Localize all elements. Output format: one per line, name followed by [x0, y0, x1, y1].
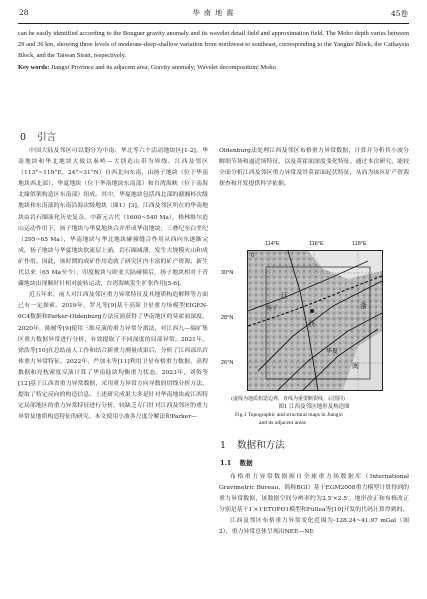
english-abstract: [18, 28, 409, 73]
keywords-text: Jiangxi Province and its adjacent area; Gravity anomaly; Wavelet decomposition; Moho: [51, 63, 276, 71]
tick-top-2: 116°E: [309, 241, 324, 247]
journal-title: 华 南 地 震: [192, 9, 235, 17]
right-column-bottom: [219, 472, 409, 539]
volume-label: 45卷: [390, 9, 408, 18]
figure-note: (虚线为地质构造边界，直线为重要断裂线，后图同): [231, 396, 345, 402]
right-column-top: [219, 146, 409, 190]
intro-paragraph-3: Oldenburg法处理江西及邻区布格重力异常数据，计算并分析其小波分解细节场和逼近场特征，以及莫霍面深度变化特征。通过本次研究，能较全面分析江西及邻区重力异常及其莫霍面起伏特征，从而为该区矿产资源探查和开发提供科学依据。: [219, 148, 409, 188]
section-title: 数据和方法: [237, 440, 285, 451]
intro-paragraph-1: 中国大陆及邻区可以划分为中南、华北等六个活动地块区[1-2]。华南地块和华北地块大致以秦岭—大别造山带为界线。江西及邻区（113°~119°E，24°~31°N）自西北向东南，由扬子地块（位于华南地块西北部）、华夏地块（位于华南地块东南部）和台湾海峡（位于南海北缘似架构造区东南部）组成。其中，华夏地块包括西北部的赣湘桂次级地块和东南部的东南沿海次级地块（图1）[3]。江西及邻区所在的华南地块由岩石圈演化历史复杂，中新元古代（1600~540 Ma），格林维尔造山运动作用下，扬子地块与华夏地块合并形成华南地块；三叠纪至白垩纪（295~65 Ma），华南地块与华北地块碰撞缝合作用从西向东逐渐完成。扬子地块与华夏地块软流层上涌，岩石圈减薄，发生大规模火山和成矿作用。因此，该时期的成矿作用造就了研究区内丰富的矿产资源；新生代以来（65 Ma至今），印度板块与欧亚大陆碰撞后，扬子地块相对于青藏地块出现顺时针相对旋转运动，台湾海峡发生扩张作用[5-6]。: [18, 148, 208, 288]
tick-left-3: 26°N: [221, 360, 234, 366]
intro-paragraph-2: 近五年来，前人对江西及邻区重力异常特征及其地质构造解释等方面已有一定探索。2019年，罗凡等[9]基于高阶卫星重力场模型EIGEN-6C4数据和Parker-Oldenburg方法反演获得了华南地区的莫霍面深度。2020年，陈树等[9]使用三维反演的重力异常分离法，对江西九—瑞矿集区重力数据异常进行分析，有效提取了不同深度的局部异常。2021年，徐浩等[10]在总结前人工作和结合新重力测量成果后，分析了江西部出岩体重力异常特征。2022年，严加永等[11]利用卫星布格重力数据、高程数据和亮枕密度反演计算了华南陆块均衡重力状态。2023年，刘俗等[12]基于江西省重力异常数据，采用重力异常方向导数的切线分析方法，提取了特定反向的构造信息。上述研究成果大多是针对华南地块或江西特定局部地区的重力异常特征进行分析，较缺乏专门针对江西及邻区的重力异常及地质构造特征的研究。本文使用小波多尺度分解法和Parker—: [18, 292, 208, 421]
map-label-jiang: 江: [281, 292, 288, 300]
data-paragraph-1: 布格重力异常数据源自全球重力场数据库（International Gravimetric Bureau，简称BGI）基于EGM2008重力模型计算得到的重力异常数据，该数据空间分辨率约为2.5′×2.5′。地形改正和布格改正分别是基于1′×1′ETOPO1模型和Fullea等[10]开发的代码计算得到的。: [219, 474, 409, 514]
tick-top-3: 118°E: [352, 241, 367, 247]
caption-en-line1: Fig.1 Topographic and structural maps in Jiangxi: [235, 412, 343, 418]
keywords-label: Key words:: [18, 63, 50, 71]
caption-en-line2: and its adjacent areas: [259, 419, 306, 426]
map-label-xi: 西: [308, 320, 315, 328]
page-header: [18, 7, 409, 24]
data-paragraph-2: 江西及邻区布格重力异常变化范围为-128.24~41.97 mGal（图2），重力异常总体呈现出NEE—NE: [219, 518, 409, 536]
section-number: 1: [220, 440, 227, 451]
section-heading-data-methods: [220, 437, 285, 451]
topographic-map: [247, 250, 383, 391]
map-label-zhe: 浙: [360, 302, 367, 310]
tick-left-1: 30°N: [221, 270, 234, 276]
tick-top-1: 114°E: [265, 241, 280, 247]
corner-label: 0: [251, 253, 255, 259]
subsection-number: 1.1: [220, 459, 232, 467]
section-title: 引言: [37, 132, 57, 143]
tick-left-2: 28°N: [221, 315, 234, 321]
left-column: [18, 146, 208, 423]
figure-caption-en: [235, 412, 409, 427]
map-label-yangtze: 扬子: [266, 305, 279, 312]
page-number: 28: [19, 8, 29, 17]
figure-1: [219, 237, 409, 394]
section-heading-intro: [20, 129, 56, 143]
section-number: 0: [20, 132, 27, 143]
map-label-min: 闽: [352, 362, 359, 370]
keywords-line: [18, 62, 409, 73]
subsection-title: 数据: [239, 459, 253, 467]
figure-caption-cn: 图1 江西及邻区地形及构造图: [278, 404, 350, 410]
map-graphic: [248, 251, 382, 390]
city-marker: [310, 309, 314, 313]
map-label-cathaysia: 华夏: [326, 348, 339, 355]
subsection-heading-data: [220, 458, 253, 467]
abstract-text: can be easily identified according to the Bouguer gravity anomaly and its wavelet detail field and approximation field. The Moho depth varies between 29 and 36 km, showing three levels of moderate-deep-shallow variation from northwest to southeast, corresponding to the Yangtze Block, the Cathaysia Block, and the Taiwan Strait, respectively.: [18, 30, 409, 60]
